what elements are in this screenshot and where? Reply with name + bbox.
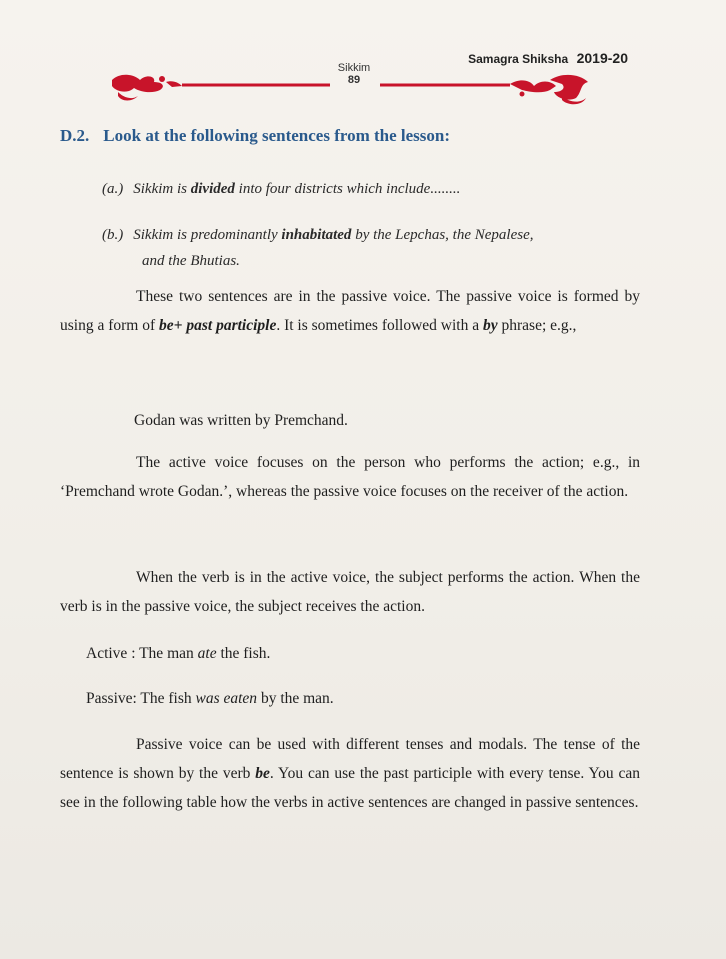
example-text: Sikkim is predominantly: [133, 227, 282, 243]
active-text: the fish.: [216, 645, 271, 662]
example-text: into four districts which include........: [234, 181, 461, 197]
para-text: Passive voice can be used with different tenses and modals. The tense of the sentence is shown by the verb: [60, 736, 640, 782]
section-number: D.2.: [60, 126, 90, 145]
active-text: Active : The man: [86, 645, 198, 662]
para-text: phrase; e.g.,: [497, 317, 577, 334]
passive-text: by the man.: [257, 690, 334, 707]
para-text: . You can use the past participle with every tense. You can see in the following table how the verbs in active sentences are changed in passive sentences.: [60, 765, 640, 811]
para-text: . It is sometimes followed with a: [276, 317, 483, 334]
example-sentence: Godan was written by Premchand.: [134, 412, 348, 429]
paragraph-4: [60, 730, 640, 817]
para-emphasis: by: [482, 317, 498, 334]
section-title: Look at the following sentences from the lesson:: [103, 126, 451, 145]
header-state: Sikkim: [337, 62, 371, 74]
example-text: by the Lepchas, the Nepalese,: [351, 227, 534, 243]
paragraph-2: The active voice focuses on the person who performs the action; e.g., in ‘Premchand wrote Godan.’, whereas the passive voice focuses on the receiver of the action.: [60, 454, 640, 500]
example-text: Sikkim is: [133, 181, 191, 197]
example-continuation: and the Bhutias.: [142, 253, 240, 269]
page-header: [468, 50, 628, 68]
header-year: 2019-20: [576, 50, 628, 66]
example-emphasis: inhabitated: [281, 227, 352, 243]
paragraph-1: [60, 282, 640, 340]
passive-example: [86, 686, 334, 712]
example-marker: (a.): [102, 181, 124, 197]
passive-text: Passive: The fish: [86, 690, 196, 707]
header-organization: Samagra Shiksha: [468, 52, 569, 66]
active-verb: ate: [197, 645, 217, 662]
example-emphasis: divided: [190, 181, 235, 197]
passive-verb: was eaten: [195, 690, 258, 707]
example-item-a: [102, 176, 662, 202]
example-marker: (b.): [102, 227, 124, 243]
para-text: These two sentences are in the passive voice. The passive voice is formed by using a form of: [60, 288, 640, 334]
active-example: [86, 641, 270, 667]
page-number: 89: [347, 74, 361, 86]
example-item-b: [102, 222, 662, 274]
para-emphasis: be: [255, 765, 270, 782]
banner-label: [314, 62, 394, 86]
para-emphasis: be+ past participle: [159, 317, 277, 334]
section-heading: [60, 126, 450, 146]
paragraph-3: When the verb is in the active voice, the subject performs the action. When the verb is in the passive voice, the subject receives the action.: [60, 569, 640, 615]
